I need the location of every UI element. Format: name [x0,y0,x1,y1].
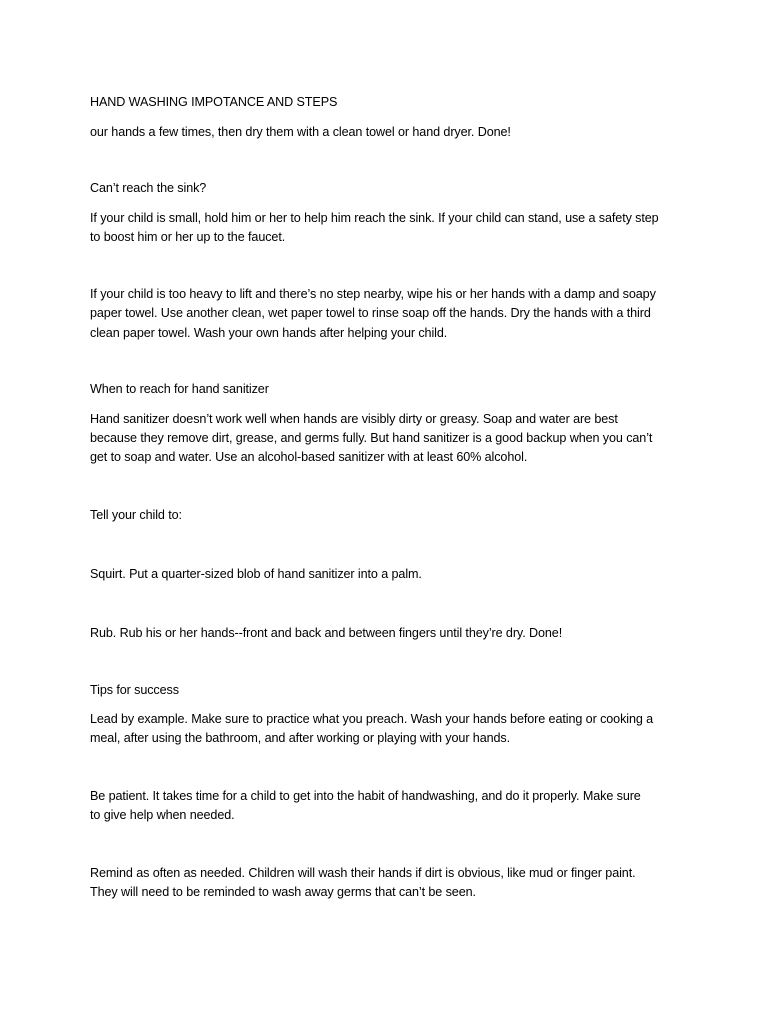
paragraph-6-line-1: Hand sanitizer doesn’t work well when hands are visibly dirty or greasy. Soap and water are best [90,412,618,426]
paragraph-1-line-1: our hands a few times, then dry them with a clean towel or hand dryer. Done! [90,125,511,139]
tip-2-line-2: to give help when needed. [90,808,235,822]
paragraph-3-line-2: to boost him or her up to the faucet. [90,230,286,244]
heading-tell-your-child: Tell your child to: [90,508,182,522]
paragraph-4-line-3: clean paper towel. Wash your own hands after helping your child. [90,326,448,340]
step-squirt: Squirt. Put a quarter-sized blob of hand sanitizer into a palm. [90,567,422,581]
tip-3-line-1: Remind as often as needed. Children will wash their hands if dirt is obvious, like mud or finger paint. [90,866,636,880]
paragraph-3-line-1: If your child is small, hold him or her to help him reach the sink. If your child can stand, use a safety step [90,211,659,225]
paragraph-6-line-3: get to soap and water. Use an alcohol-based sanitizer with at least 60% alcohol. [90,450,528,464]
document-title: HAND WASHING IMPOTANCE AND STEPS [90,95,338,109]
tip-3-line-2: They will need to be reminded to wash away germs that can’t be seen. [90,885,476,899]
heading-hand-sanitizer: When to reach for hand sanitizer [90,382,269,396]
paragraph-4-line-2: paper towel. Use another clean, wet paper towel to rinse soap off the hands. Dry the hands with a third [90,306,651,320]
paragraph-6-line-2: because they remove dirt, grease, and germs fully. But hand sanitizer is a good backup when you can’t [90,431,653,445]
heading-cant-reach-sink: Can’t reach the sink? [90,181,207,195]
step-rub: Rub. Rub his or her hands--front and back and between fingers until they’re dry. Done! [90,626,563,640]
heading-tips-for-success: Tips for success [90,683,179,697]
tip-2-line-1: Be patient. It takes time for a child to get into the habit of handwashing, and do it properly. Make sure [90,789,641,803]
paragraph-4-line-1: If your child is too heavy to lift and there’s no step nearby, wipe his or her hands with a damp and soapy [90,287,656,301]
tip-1-line-1: Lead by example. Make sure to practice what you preach. Wash your hands before eating or cooking a [90,712,654,726]
tip-1-line-2: meal, after using the bathroom, and after working or playing with your hands. [90,731,511,745]
